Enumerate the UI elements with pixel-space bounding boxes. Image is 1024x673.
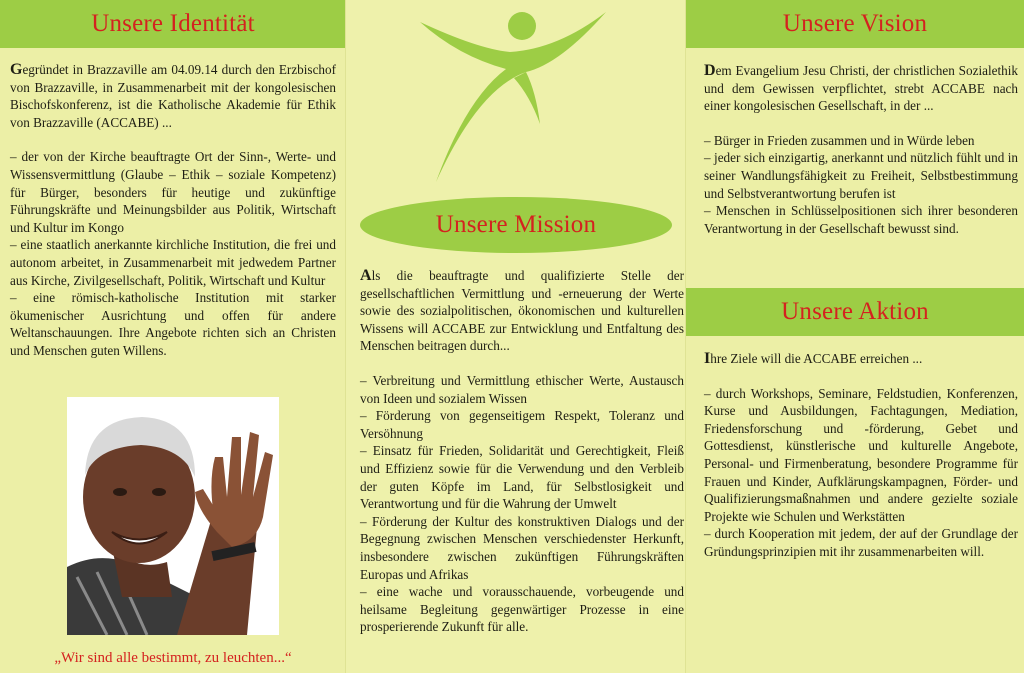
identity-header <box>0 0 346 48</box>
action-header <box>686 288 1024 336</box>
vision-item: – Menschen in Schlüsselpositionen sich ihrer besonderen Verantwortung in der Gesellschaft bewusst sind. <box>704 203 1018 236</box>
vision-header <box>686 0 1024 48</box>
vision-item: – Bürger in Frieden zusammen und in Würde leben <box>704 132 975 148</box>
identity-intro: Gegründet in Brazzaville am 04.09.14 durch den Erzbischof von Brazzaville, in Zusammenarbeit mit der kongolesischen Bischofskonferenz, ist die Katholische Akademie für Ethik von Brazzaville (ACCABE) ... <box>10 61 336 130</box>
portrait-illustration <box>67 397 279 635</box>
mission-item: – Verbreitung und Vermittlung ethischer Werte, Austausch von Ideen und sozialem Wissen <box>360 372 684 406</box>
identity-item: – eine staatlich anerkannte kirchliche Institution, die frei und autonom arbeitet, in Zusammenarbeit mit jedwedem Partner aus Kirche, Zivilgesellschaft, Politik, Wirtschaft und Kultur <box>10 237 336 288</box>
vision-action-panel <box>686 0 1024 673</box>
mission-text <box>360 267 684 636</box>
mission-item: – Einsatz für Frieden, Solidarität und Gerechtigkeit, Fleiß und Effizienz sowie für die Verwendung und den Verbleib der guten Köpfe im Land, für Selbstlosigkeit und Verantwortung und für die Wahrung der Umwelt <box>360 443 684 512</box>
mission-item: – Förderung von gegenseitigem Respekt, Toleranz und Versöhnung <box>360 408 684 441</box>
action-item: – durch Kooperation mit jedem, der auf der Grundlage der Gründungsprinzipien mit ihr zusammenarbeiten will. <box>704 526 1018 559</box>
action-title: Unsere Aktion <box>781 298 929 325</box>
action-text <box>704 350 1018 561</box>
vision-title: Unsere Vision <box>782 10 928 37</box>
identity-item: – der von der Kirche beauftragte Ort der Sinn-, Werte- und Wissensvermittlung (Glaube – Ethik – soziale Kompetenz) für Bürger, besonders für heutige und zukünftige Führungskräfte und Meinungsbilder aus Politik, Wirtschaft und Kultur im Kongo <box>10 149 336 235</box>
mission-intro: Als die beauftragte und qualifizierte Stelle der gesellschaftlichen Vermittlung und -erneuerung der Werte sowie des sozialpolitischen, ökonomischen und kulturellen Wissens will ACCABE zur Entwicklung und Entfaltung des Menschen beitragen durch... <box>360 267 684 354</box>
mission-item: – eine wache und vorausschauende, vorbeugende und heilsame Begleitung gegenwärtiger Prozesse in eine prosperierende Zukunft für alle. <box>360 584 684 635</box>
quote-text: „Wir sind alle bestimmt, zu leuchten...“ <box>54 650 292 666</box>
portrait-photo <box>67 397 279 635</box>
action-item: – durch Workshops, Seminare, Feldstudien, Konferenzen, Kurse und Ausbildungen, Fachtagungen, Mediation, Friedensforschung und -förderung, Gebet und Gottesdienst, künstlerische und kulturelle Angebote, Personal- und Firmenberatung, besondere Programme für Frauen und Kinder, Aufklärungskampagnen, Förder- und Qualifizierungsmaßnahmen und andere gezielte soziale Projekte wie Schulen und Werkstätten <box>704 385 1018 524</box>
mission-panel <box>346 0 686 673</box>
vision-intro: Dem Evangelium Jesu Christi, der christlichen Sozialethik und dem Gewissen verpflichtet, strebt ACCABE nach einer kongolesischen Gesellschaft, in der ... <box>704 62 1018 114</box>
identity-title: Unsere Identität <box>91 10 255 37</box>
vision-item: – jeder sich einzigartig, anerkannt und nützlich fühlt und in seiner Wandlungsfähigkeit zu Freiheit, Selbstbestimmung und Selbstverantwortung berufen ist <box>704 150 1018 201</box>
mission-item: – Förderung der Kultur des konstruktiven Dialogs und der Begegnung zwischen Menschen verschiedenster Herkunft, insbesondere zwischen zukünftigen Führungskräften Europas und Afrikas <box>360 513 684 582</box>
vision-text <box>704 62 1018 237</box>
person-figure-logo-icon <box>418 4 608 184</box>
mission-header <box>360 197 672 253</box>
identity-item: – eine römisch-katholische Institution mit starker ökumenischer Ausrichtung und offen für andere Weltanschauungen. Ihre Angebote richten sich an Christen und Menschen guten Willens. <box>10 290 336 358</box>
identity-text <box>10 61 336 360</box>
mission-title: Unsere Mission <box>435 211 597 238</box>
action-intro: Ihre Ziele will die ACCABE erreichen ... <box>704 350 923 367</box>
identity-panel <box>0 0 346 673</box>
